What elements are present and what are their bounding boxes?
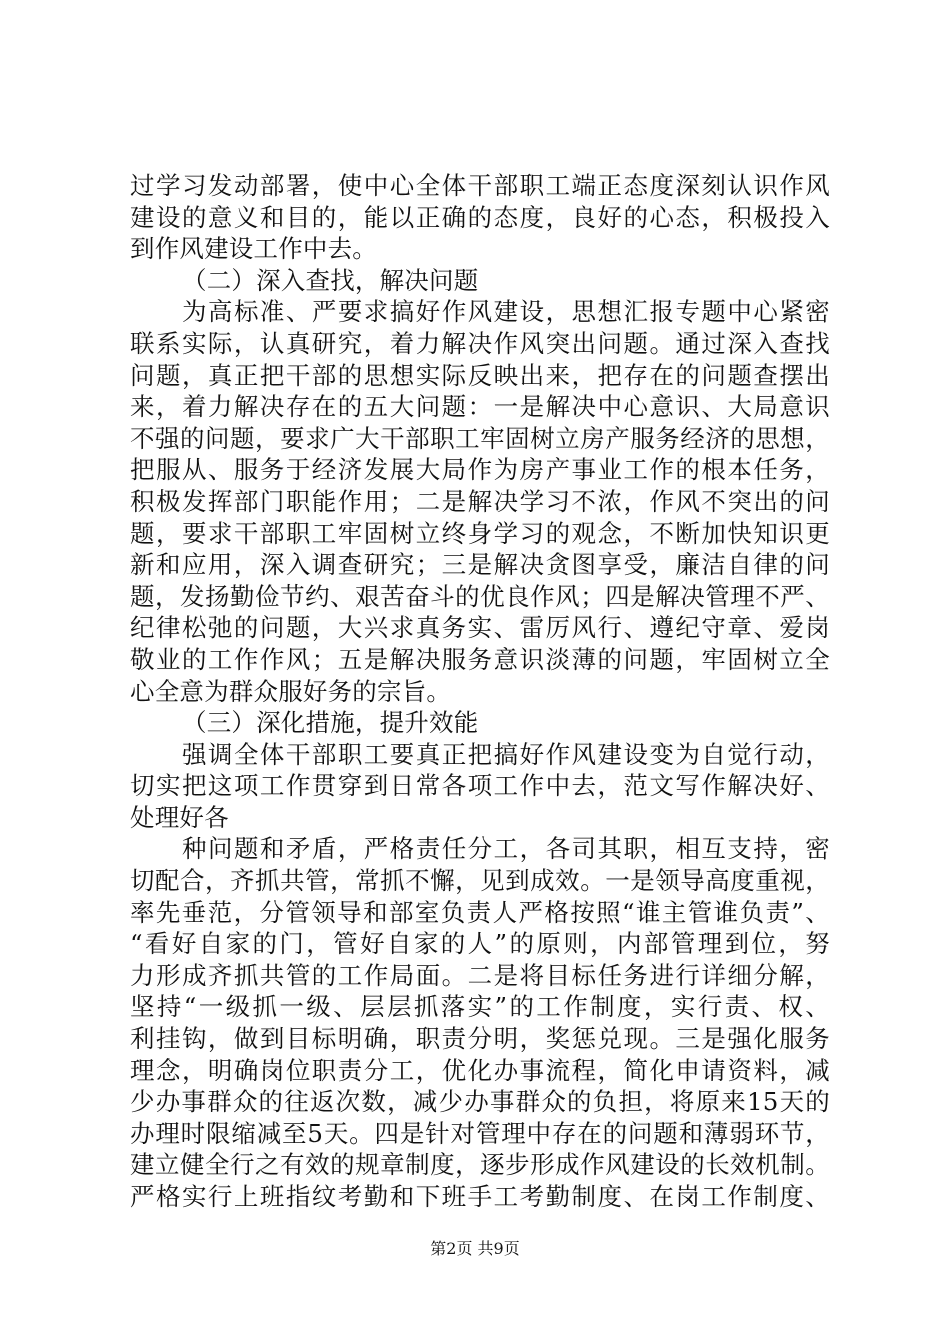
text-line: 处理好各 [130,802,229,832]
text-line: 纪律松弛的问题，大兴求真务实、雷厉风行、遵纪守章、爱岗 [130,613,830,643]
text-line: 到作风建设工作中去。 [130,234,377,264]
text-line: 联系实际，认真研究，着力解决作风突出问题。通过深入查找 [130,328,830,358]
text-line: 强调全体干部职工要真正把搞好作风建设变为自觉行动， [182,739,830,769]
text-line: 办理时限缩减至5天。四是针对管理中存在的问题和薄弱环节， [130,1118,830,1148]
text-line: 不强的问题，要求广大干部职工牢固树立房产服务经济的思想， [130,423,830,453]
text-line: 敬业的工作作风；五是解决服务意识淡薄的问题，牢固树立全 [130,644,830,674]
text-line: 心全意为群众服好务的宗旨。 [130,676,452,706]
text-line: 率先垂范，分管领导和部室负责人严格按照“谁主管谁负责”、 [130,897,830,927]
text-line: 少办事群众的往返次数，减少办事群众的负担，将原来15天的 [130,1087,830,1117]
text-line: 切配合，齐抓共管，常抓不懈，见到成效。一是领导高度重视， [130,866,830,896]
text-line: 建立健全行之有效的规章制度，逐步形成作风建设的长效机制。 [130,1150,830,1180]
text-line: 来，着力解决存在的五大问题：一是解决中心意识、大局意识 [130,392,830,422]
text-line: 利挂钩，做到目标明确，职责分明，奖惩兑现。三是强化服务 [130,1024,830,1054]
text-line: 题，要求干部职工牢固树立终身学习的观念，不断加快知识更 [130,518,830,548]
text-line: 力形成齐抓共管的工作局面。二是将目标任务进行详细分解， [130,960,830,990]
text-line: 种问题和矛盾，严格责任分工，各司其职，相互支持，密 [182,834,830,864]
page-number-label: 第2页 共9页 [430,1239,520,1258]
text-line: 为高标准、严要求搞好作风建设，思想汇报专题中心紧密 [182,297,830,327]
text-line: 积极发挥部门职能作用；二是解决学习不浓，作风不突出的问 [130,486,830,516]
text-line: 把服从、服务于经济发展大局作为房产事业工作的根本任务， [130,455,830,485]
text-line: 问题，真正把干部的思想实际反映出来，把存在的问题查摆出 [130,360,830,390]
text-line: “看好自家的门，管好自家的人”的原则，内部管理到位，努 [130,929,830,959]
text-line: （三）深化措施，提升效能 [182,708,479,738]
page-footer [0,1239,950,1259]
text-line: 过学习发动部署，使中心全体干部职工端正态度深刻认识作风 [130,171,830,200]
text-line: 坚持“一级抓一级、层层抓落实”的工作制度，实行责、权、 [130,992,830,1022]
text-line: 新和应用，深入调查研究；三是解决贪图享受，廉洁自律的问 [130,550,830,580]
text-line: （二）深入查找，解决问题 [182,265,479,295]
text-line: 题，发扬勤俭节约、艰苦奋斗的优良作风；四是解决管理不严、 [130,581,830,611]
text-line: 建设的意义和目的，能以正确的态度，良好的心态，积极投入 [130,202,830,232]
text-line: 切实把这项工作贯穿到日常各项工作中去，范文写作解决好、 [130,771,830,801]
text-line: 严格实行上班指纹考勤和下班手工考勤制度、在岗工作制度、 [130,1182,830,1211]
document-body [130,170,830,1213]
text-line: 理念，明确岗位职责分工，优化办事流程，简化申请资料，减 [130,1055,830,1085]
